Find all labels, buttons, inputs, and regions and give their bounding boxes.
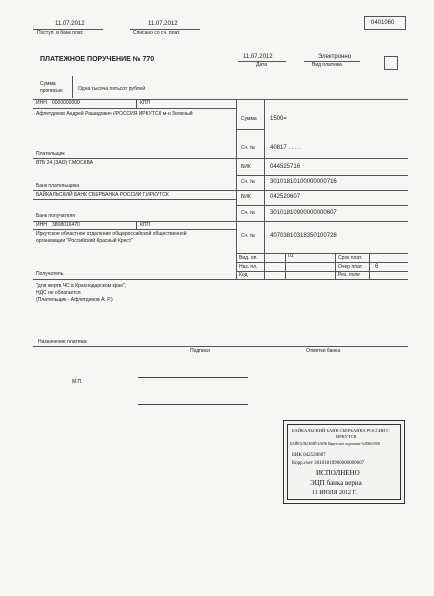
payee-bank-account-label: Сч. № bbox=[241, 210, 256, 216]
amount-words: Одна тысяча пятьсот рублей bbox=[78, 86, 146, 92]
payer-bank-bik-label: БИК bbox=[241, 164, 251, 170]
payee-bank-label: Банк получателя bbox=[36, 213, 75, 219]
payer-inn-label: ИНН bbox=[36, 100, 47, 106]
date-debited-label: Списано со сч. плат. bbox=[133, 30, 181, 36]
bank-stamp bbox=[283, 420, 405, 504]
signature-line-1 bbox=[138, 377, 248, 378]
srok-label: Срок плат. bbox=[338, 255, 363, 261]
payer-name: Афлетдинов Андрей Рашидович //РОССИЯ ИРКУТСК м-н Зеленый bbox=[36, 111, 193, 117]
signatures-label: Подписи bbox=[190, 348, 210, 354]
payer-label: Плательщик bbox=[36, 151, 65, 157]
vid-op: 01 bbox=[288, 253, 294, 259]
payee-bank-name: БАЙКАЛЬСКИЙ БАНК СБЕРБАНКА РОССИИ Г.ИРКУТСК bbox=[36, 192, 169, 198]
payee-bank-bik: 042520607 bbox=[270, 194, 301, 200]
payer-kpp-label: КПП bbox=[140, 100, 151, 106]
payer-sum: 1500= bbox=[270, 116, 287, 122]
kod-label: Код bbox=[239, 272, 248, 278]
stamp-line2: ИРКУТСК bbox=[336, 434, 357, 439]
payer-account-label: Сч. № bbox=[241, 145, 256, 151]
payee-account-label: Сч. № bbox=[241, 233, 256, 239]
signature-line-2 bbox=[138, 404, 248, 405]
date-debited: 11.07.2012 bbox=[148, 21, 178, 27]
order-date-label: Дата bbox=[256, 62, 268, 68]
payee-bank-bik-label: БИК bbox=[241, 194, 251, 200]
payee-bank-account: 30101810900000000607 bbox=[270, 210, 337, 216]
date-received-label: Поступ. в банк плат. bbox=[37, 30, 84, 36]
payer-sum-label: Сумма bbox=[241, 116, 257, 122]
payer-bank-name: ВТБ 24 (ЗАО) Г.МОСКВА bbox=[36, 160, 94, 166]
date-received: 11.07.2012 bbox=[55, 21, 85, 27]
payee-account: 40703810318350100728 bbox=[270, 233, 337, 239]
page-title: ПЛАТЕЖНОЕ ПОРУЧЕНИЕ № 770 bbox=[40, 56, 155, 63]
payee-inn-label: ИНН bbox=[36, 222, 47, 228]
amount-words-label: Сумма прописью bbox=[40, 81, 63, 94]
purpose-line1: "для жертв ЧС в Краснодарском крае", bbox=[36, 283, 127, 289]
payer-bank-label: Банк плательщика bbox=[36, 183, 80, 189]
payment-type: Электронно bbox=[318, 54, 352, 60]
payer-bank-account-label: Сч. № bbox=[241, 179, 256, 185]
mp-label: М.П. bbox=[72, 379, 83, 385]
stamp-line3: БАЙКАЛЬСКИЙ БАНК Иркутское отделение №8586/0050 bbox=[290, 442, 381, 446]
form-code-box bbox=[364, 16, 406, 30]
purpose-label: Назначение платежа bbox=[38, 339, 87, 345]
payee-label: Получатель bbox=[36, 271, 64, 277]
vid-op-label: Вид. оп. bbox=[239, 255, 258, 261]
payee-kpp-label: КПП bbox=[140, 222, 151, 228]
payee-inn: 3808016470 bbox=[52, 222, 80, 228]
bank-marks-label: Отметки банка bbox=[306, 348, 341, 354]
ocher: 6 bbox=[375, 264, 379, 270]
stamp-line1: БАЙКАЛЬСКИЙ БАНК СБЕРБАНКА РОССИИ Г. bbox=[292, 428, 390, 433]
stamp-line7: ЭЦП банка верна bbox=[310, 479, 362, 487]
payer-bank-bik: 044525716 bbox=[270, 164, 301, 170]
payee-name-line1: Иркутское областное отделение общероссийской общественной bbox=[36, 231, 187, 237]
status-box bbox=[384, 56, 398, 70]
ocher-label: Очер плат. bbox=[338, 264, 363, 270]
order-date: 11.07.2012 bbox=[243, 54, 273, 60]
grid-line bbox=[33, 99, 408, 100]
payer-bank-account: 30101810100000000716 bbox=[270, 179, 337, 185]
form-code: 0401060 bbox=[371, 20, 395, 26]
payer-inn: 0000000000 bbox=[52, 100, 80, 106]
purpose-line2: НДС не облагается bbox=[36, 290, 81, 296]
payment-type-label: Вид платежа bbox=[312, 62, 342, 68]
payer-account: 40817 . . . . bbox=[270, 145, 301, 151]
stamp-line8: 11 ИЮЛЯ 2012 Г. bbox=[312, 490, 357, 496]
stamp-line5: Корр.счет 30101810900000000607 bbox=[292, 461, 365, 466]
rez-label: Рез. поле bbox=[338, 272, 360, 278]
stamp-line4: БИК 042520607 bbox=[292, 453, 326, 458]
purpose-line3: (Плательщик - Афлетдинов А. Р.) bbox=[36, 297, 113, 303]
payee-name-line2: организации "Российский Красный Крест" bbox=[36, 238, 133, 244]
naz-pl-label: Наз. пл. bbox=[239, 264, 258, 270]
stamp-line6: ИСПОЛНЕНО bbox=[316, 469, 360, 477]
